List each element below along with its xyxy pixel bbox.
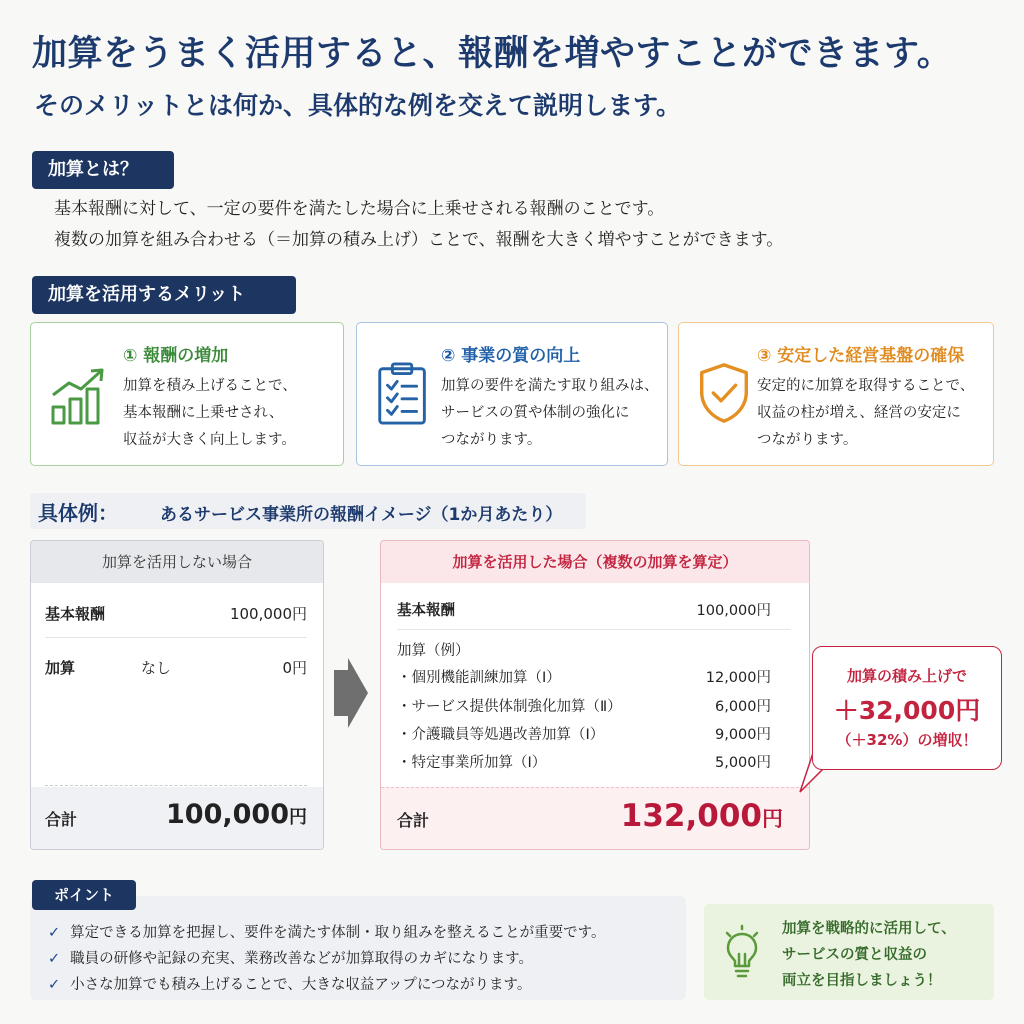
- addition-item-label: ・サービス提供体制強化加算（Ⅱ）: [397, 699, 622, 715]
- base-fee-value: 100,000円: [696, 603, 771, 619]
- clipboard-checklist-icon: [373, 361, 435, 425]
- addition-examples-label: 加算（例）: [397, 643, 470, 659]
- divider: [397, 629, 791, 630]
- addition-item-value: 9,000円: [714, 727, 771, 743]
- example-heading: [30, 493, 586, 529]
- base-fee-label: 基本報酬: [45, 605, 106, 623]
- shield-check-icon: [693, 361, 755, 425]
- addition-none: なし: [141, 659, 172, 677]
- addition-item: [397, 695, 771, 716]
- addition-item-label: ・個別機能訓練加算（Ⅰ）: [397, 670, 561, 686]
- with-addition-card: [380, 540, 810, 850]
- point-item: ✓ 職員の研修や記録の充実、業務改善などが加算取得のカギになります。: [48, 951, 533, 967]
- point-item: ✓ 算定できる加算を把握し、要件を満たす体制・取り組みを整えることが重要です。: [48, 925, 606, 941]
- addition-item-value: 6,000円: [714, 699, 771, 715]
- point-item: ✓ 小さな加算でも積み上げることで、大きな収益アップにつながります。: [48, 977, 532, 993]
- merit-title: ① 報酬の増加: [123, 346, 229, 366]
- total-row: [381, 787, 809, 849]
- base-fee-label: 基本報酬: [397, 603, 455, 619]
- without-card-header: 加算を活用しない場合: [31, 541, 323, 583]
- total-value: 132,000円: [620, 798, 783, 834]
- increase-callout: [812, 646, 1002, 770]
- addition-label: 加算: [45, 659, 76, 677]
- base-fee-row: [397, 599, 771, 620]
- without-addition-card: [30, 540, 324, 850]
- callout-line1: 加算の積み上げで: [846, 667, 967, 685]
- merit-body: 加算の要件を満たす取り組みは、 サービスの質や体制の強化に つながります。: [441, 378, 659, 448]
- merit-card-revenue: [30, 322, 344, 466]
- page-subtitle: そのメリットとは何か、具体的な例を交えて説明します。: [34, 91, 682, 120]
- check-icon: ✓: [48, 925, 61, 941]
- divider: [45, 785, 307, 786]
- example-label: 具体例：: [38, 501, 118, 525]
- total-value: 100,000円: [166, 799, 307, 830]
- section-tag-merits: 加算を活用するメリット: [32, 276, 296, 314]
- goal-box: [704, 904, 994, 1000]
- section-tag-what: 加算とは？: [32, 151, 174, 189]
- addition-value: 0円: [282, 659, 307, 677]
- addition-item-label: ・介護職員等処遇改善加算（Ⅰ）: [397, 727, 605, 743]
- example-title: あるサービス事業所の報酬イメージ（1か月あたり）: [160, 505, 563, 525]
- total-label: 合計: [397, 811, 430, 830]
- addition-item-label: ・特定事業所加算（Ⅰ）: [397, 755, 547, 771]
- check-icon: ✓: [48, 951, 61, 967]
- addition-item: [397, 751, 771, 772]
- points-tag: ポイント: [32, 880, 136, 910]
- addition-item: [397, 666, 771, 687]
- lightbulb-icon: [722, 924, 762, 980]
- total-row: [31, 787, 323, 849]
- merit-body: 安定的に加算を取得することで、 収益の柱が増え、経営の安定に つながります。: [757, 378, 975, 448]
- what-description-line1: 基本報酬に対して、一定の要件を満たした場合に上乗せされる報酬のことです。: [54, 199, 665, 219]
- merit-body: 加算を積み上げることで、 基本報酬に上乗せされ、 収益が大きく向上します。: [123, 378, 297, 448]
- addition-item-value: 12,000円: [705, 670, 771, 686]
- merit-title: ③ 安定した経営基盤の確保: [757, 346, 965, 366]
- addition-item-value: 5,000円: [714, 755, 771, 771]
- page-title: 加算をうまく活用すると、報酬を増やすことができます。: [32, 34, 953, 74]
- arrow-right-icon: [334, 658, 368, 728]
- merit-card-quality: [356, 322, 668, 466]
- with-card-header: 加算を活用した場合（複数の加算を算定）: [381, 541, 809, 583]
- check-icon: ✓: [48, 977, 61, 993]
- total-label: 合計: [45, 810, 78, 829]
- callout-line3: （＋32%）の増収！: [836, 731, 978, 749]
- callout-amount: ＋32,000円: [833, 696, 981, 725]
- what-description-line2: 複数の加算を組み合わせる（＝加算の積み上げ）ことで、報酬を大きく増やすことができます。: [54, 230, 784, 250]
- growth-chart-icon: [49, 363, 111, 427]
- base-fee-value: 100,000円: [229, 605, 307, 623]
- merit-title: ② 事業の質の向上: [441, 346, 581, 366]
- addition-row: [45, 657, 307, 678]
- merit-card-stability: [678, 322, 994, 466]
- divider: [45, 637, 307, 638]
- base-fee-row: [45, 603, 307, 624]
- goal-text: 加算を戦略的に活用して、 サービスの質と収益の 両立を目指しましょう！: [782, 921, 956, 989]
- addition-item: [397, 723, 771, 744]
